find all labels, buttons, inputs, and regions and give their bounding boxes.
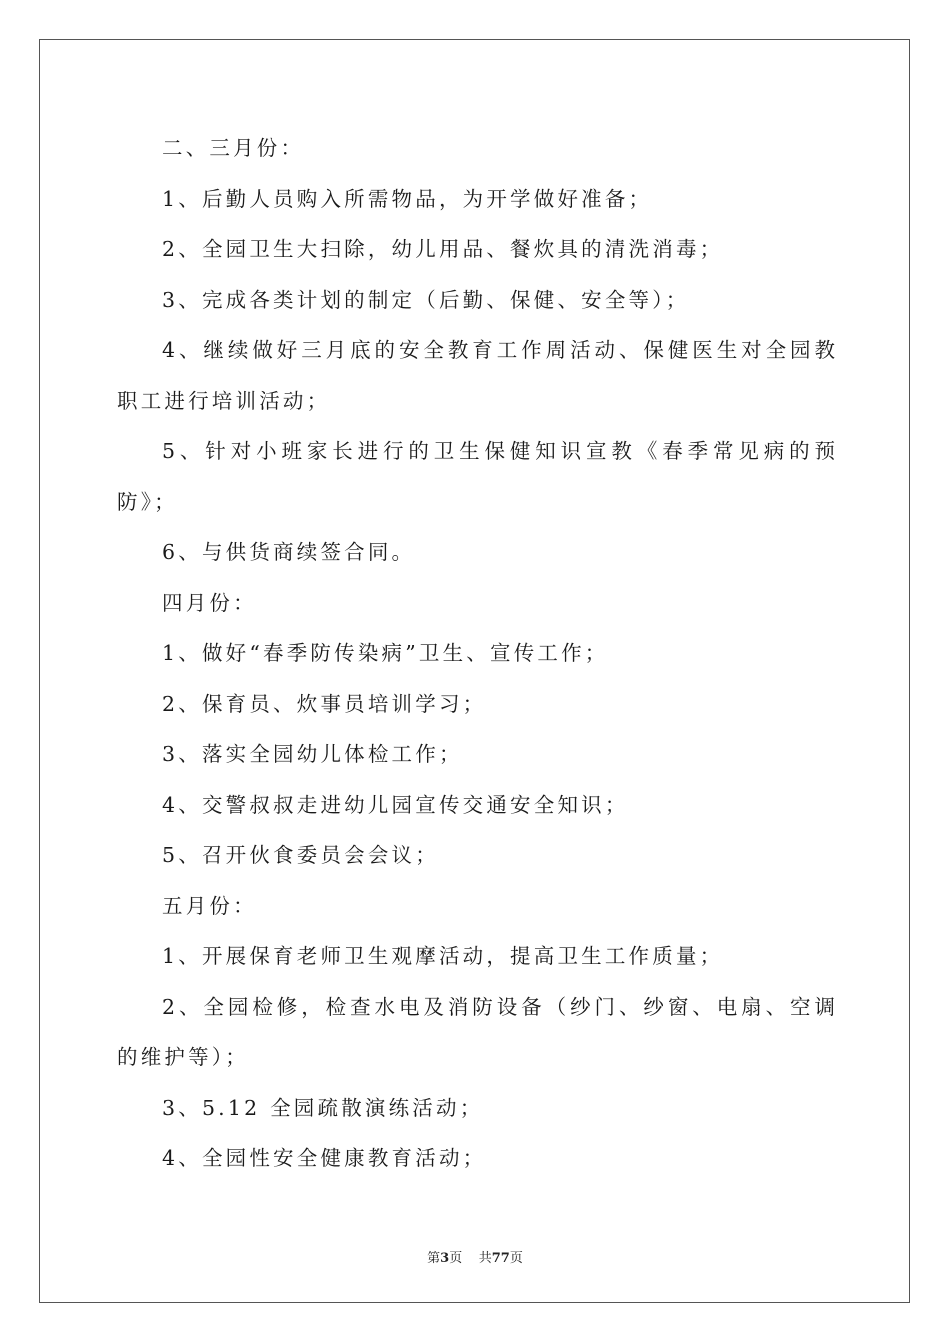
section-heading-may: 五月份：	[162, 893, 257, 918]
list-item-continuation: 的维护等）；	[117, 1045, 249, 1069]
list-item: 4、交警叔叔走进幼儿园宣传交通安全知识；	[162, 792, 629, 817]
page-prefix: 第	[427, 1251, 441, 1266]
list-item-continuation: 防》；	[117, 489, 178, 514]
list-item: 3、5.12 全园疏散演练活动；	[162, 1095, 484, 1120]
list-item: 2、全园检修，检查水电及消防设备（纱门、纱窗、电扇、空调	[162, 994, 837, 1019]
section-heading-march: 二、三月份：	[162, 136, 305, 160]
list-item: 5、针对小班家长进行的卫生保健知识宣教《春季常见病的预	[162, 439, 837, 463]
page-number: 3	[440, 1251, 450, 1266]
total-suffix: 页	[509, 1251, 523, 1266]
list-item: 3、落实全园幼儿体检工作；	[162, 742, 463, 766]
list-item: 2、保育员、炊事员培训学习；	[162, 691, 487, 716]
list-item: 4、继续做好三月底的安全教育工作周活动、保健医生对全园教	[162, 338, 837, 362]
total-pages: 77	[491, 1251, 510, 1266]
list-item: 1、做好“春季防传染病”卫生、宣传工作；	[162, 641, 609, 665]
page-footer	[0, 1247, 950, 1266]
document-body	[117, 123, 837, 1184]
list-item: 6、与供货商续签合同。	[162, 540, 416, 564]
total-prefix: 共	[478, 1251, 492, 1266]
list-item: 3、完成各类计划的制定（后勤、保健、安全等）；	[162, 287, 690, 312]
list-item: 4、全园性安全健康教育活动；	[162, 1146, 487, 1170]
section-heading-april: 四月份：	[162, 590, 257, 615]
list-item-continuation: 职工进行培训活动；	[117, 388, 331, 413]
list-item: 1、开展保育老师卫生观摩活动，提高卫生工作质量；	[162, 944, 724, 968]
list-item: 1、后勤人员购入所需物品，为开学做好准备；	[162, 186, 653, 211]
list-item: 2、全园卫生大扫除，幼儿用品、餐炊具的清洗消毒；	[162, 237, 724, 261]
page-suffix: 页	[449, 1251, 463, 1266]
list-item: 5、召开伙食委员会会议；	[162, 843, 439, 867]
